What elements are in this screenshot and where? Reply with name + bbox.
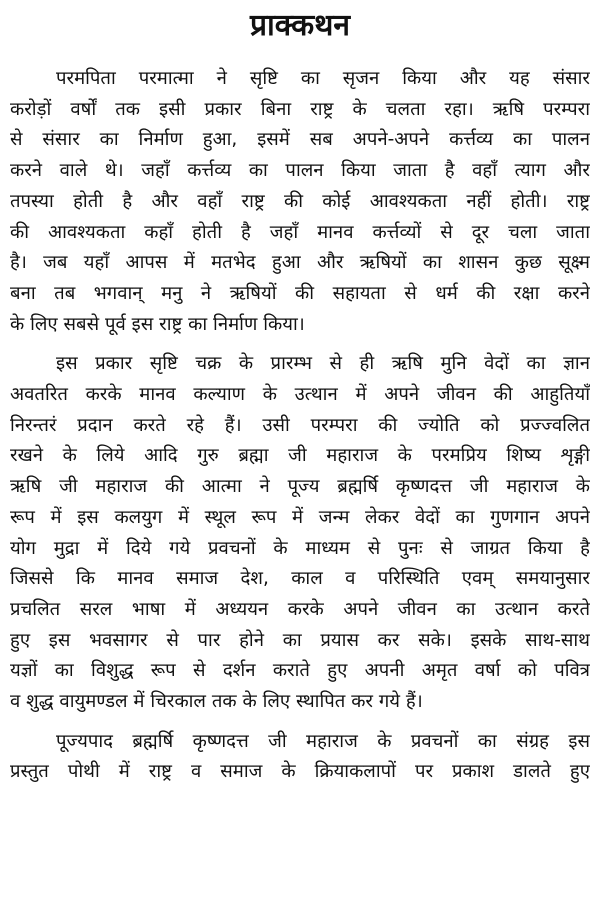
text-line: प्रचलित सरल भाषा में अध्ययन करके अपने जीवन का उत्थान करते bbox=[10, 598, 590, 620]
paragraph bbox=[10, 64, 590, 340]
text-line: व शुद्ध वायुमण्डल में चिरकाल तक के लिए स्थापित कर गये हैं। bbox=[10, 691, 423, 713]
text-line: निरन्तरं प्रदान करते रहे हैं। उसी परम्परा की ज्योति को प्रज्ज्वलित bbox=[10, 414, 590, 436]
paragraph bbox=[10, 349, 590, 717]
text-line: के लिए सबसे पूर्व इस राष्ट्र का निर्माण किया। bbox=[10, 313, 305, 335]
text-line: ऋषि जी महाराज की आत्मा ने पूज्य ब्रह्मर्षि कृष्णदत्त जी महाराज के bbox=[10, 476, 590, 498]
text-line: प्रस्तुत पोथी में राष्ट्र व समाज के क्रियाकलापों पर प्रकाश डालते हुए bbox=[10, 761, 590, 783]
text-line: यज्ञों का विशुद्ध रूप से दर्शन कराते हुए अपनी अमृत वर्षा को पवित्र bbox=[10, 660, 590, 682]
text-line: करोड़ों वर्षों तक इसी प्रकार बिना राष्ट्र के चलता रहा। ऋषि परम्परा bbox=[10, 98, 590, 120]
text-line: तपस्या होती है और वहाँ राष्ट्र की कोई आवश्यकता नहीं होती। राष्ट्र bbox=[10, 190, 590, 212]
text-line: पूज्यपाद ब्रह्मर्षि कृष्णदत्त जी महाराज के प्रवचनों का संग्रह इस bbox=[56, 730, 590, 752]
text-line: जिससे कि मानव समाज देश, काल व परिस्थिति एवम् समयानुसार bbox=[10, 568, 590, 590]
page-title: प्राक्कथन bbox=[249, 8, 351, 43]
text-line: अवतरित करके मानव कल्याण के उत्थान में अपने जीवन की आहुतियाँ bbox=[10, 384, 590, 406]
text-line: करने वाले थे। जहाँ कर्त्तव्य का पालन किया जाता है वहाँ त्याग और bbox=[10, 160, 590, 182]
text-line: इस प्रकार सृष्टि चक्र के प्रारम्भ से ही ऋषि मुनि वेदों का ज्ञान bbox=[56, 353, 590, 375]
text-line: रूप में इस कलयुग में स्थूल रूप में जन्म लेकर वेदों का गुणगान अपने bbox=[10, 506, 590, 528]
text-line: से संसार का निर्माण हुआ, इसमें सब अपने-अपने कर्त्तव्य का पालन bbox=[10, 129, 590, 151]
text-line: हुए इस भवसागर से पार होने का प्रयास कर सके। इसके साथ-साथ bbox=[10, 629, 590, 651]
text-line: है। जब यहाँ आपस में मतभेद हुआ और ऋषियों का शासन कुछ सूक्ष्म bbox=[10, 252, 590, 274]
text-line: परमपिता परमात्मा ने सृष्टि का सृजन किया और यह संसार bbox=[56, 68, 590, 89]
paragraph bbox=[10, 727, 590, 788]
text-line: की आवश्यकता कहाँ होती है जहाँ मानव कर्त्तव्यों से दूर चला जाता bbox=[10, 221, 590, 243]
text-line: बना तब भगवान् मनु ने ऋषियों की सहायता से धर्म की रक्षा करने bbox=[10, 282, 590, 304]
text-line: रखने के लिये आदि गुरु ब्रह्मा जी महाराज के परमप्रिय शिष्य शृङ्गी bbox=[10, 445, 590, 467]
text-line: योग मुद्रा में दिये गये प्रवचनों के माध्यम से पुनः से जाग्रत किया है bbox=[10, 537, 590, 559]
